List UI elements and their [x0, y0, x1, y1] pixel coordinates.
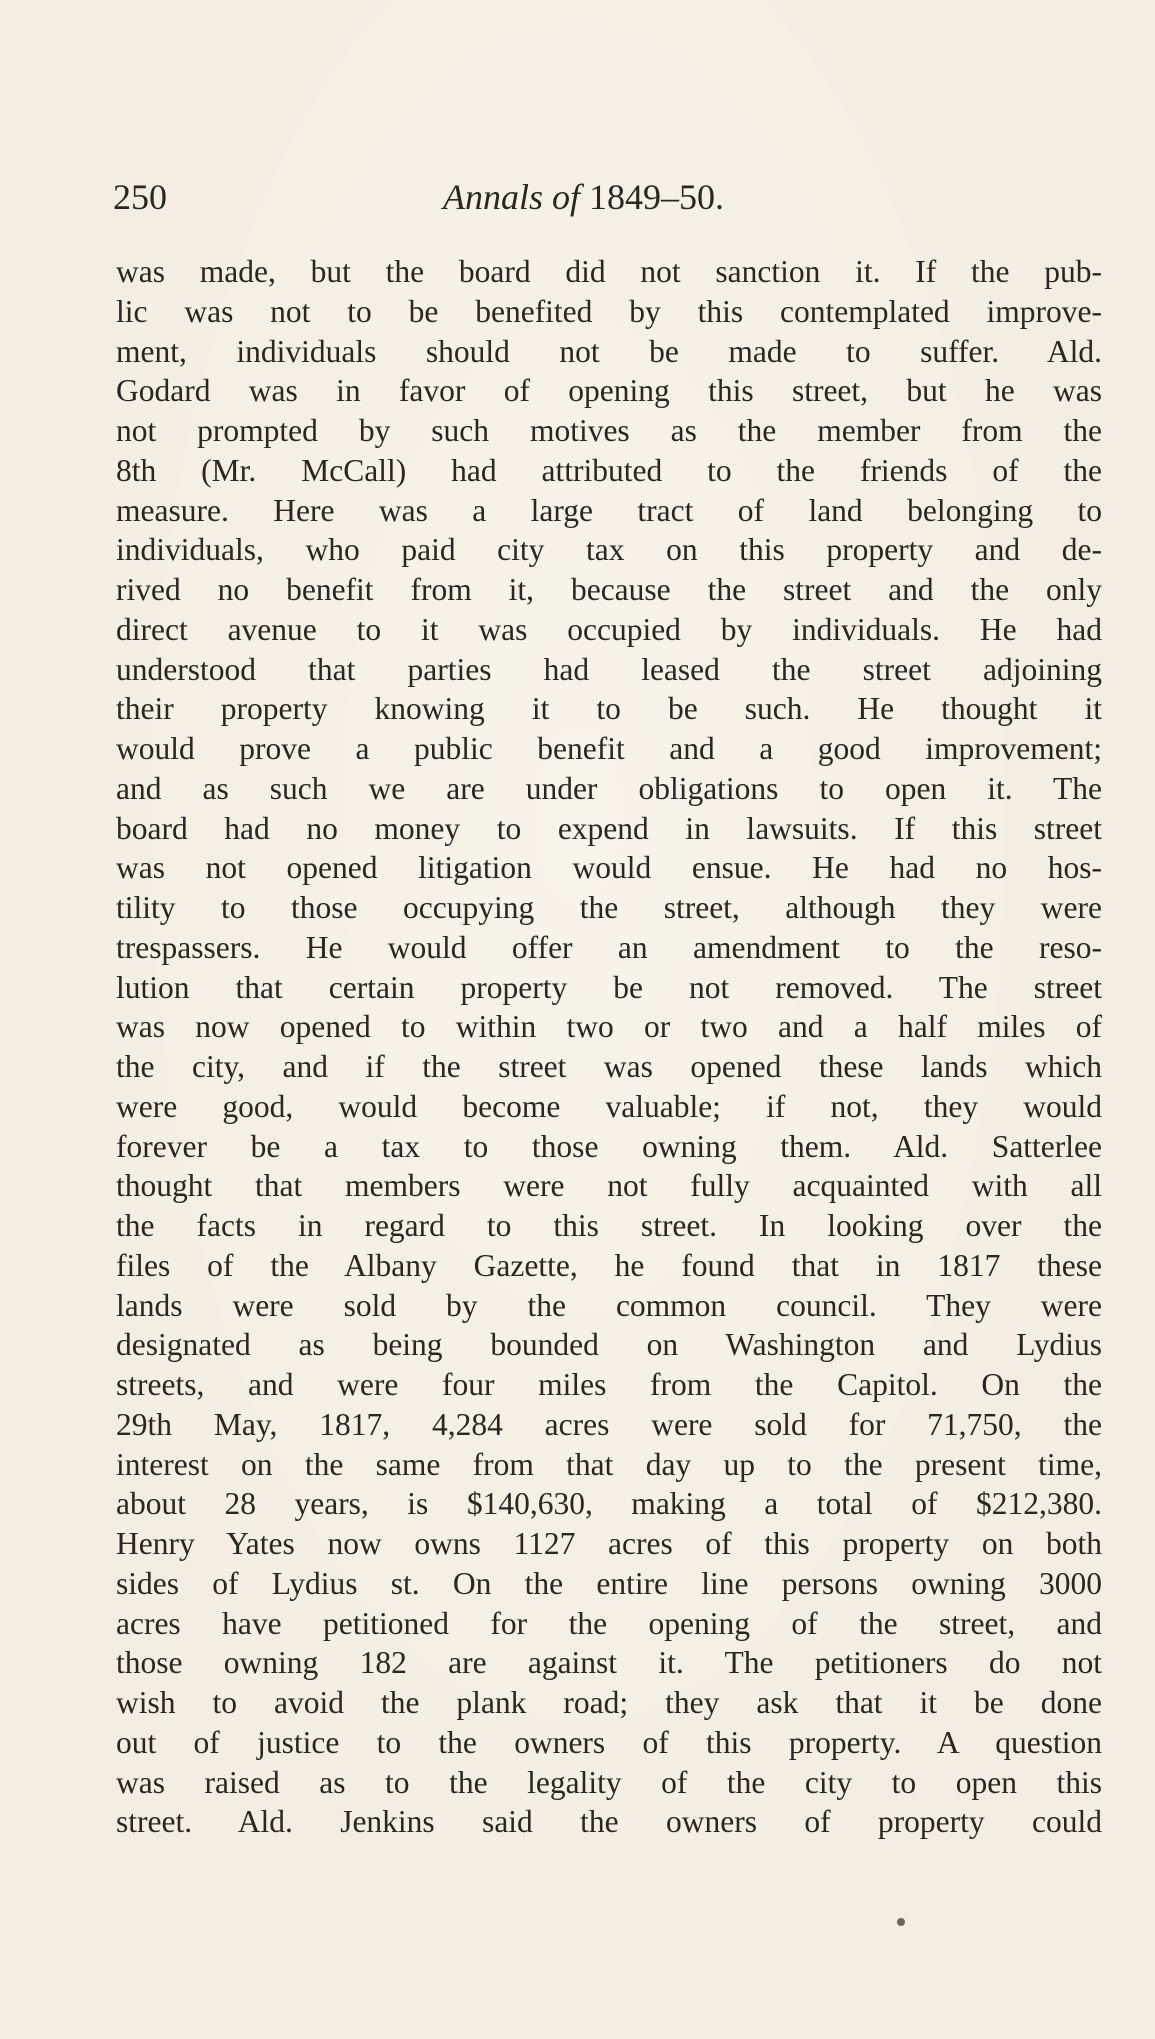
text-line: streets, and were four miles from the Capitol. On the [116, 1367, 1102, 1402]
text-line: street. Ald. Jenkins said the owners of property could [116, 1804, 1102, 1840]
text-line: lution that certain property be not removed. The street [116, 969, 1102, 1005]
text-line: acres have petitioned for the opening of the street, and [116, 1605, 1102, 1641]
text-line: files of the Albany Gazette, he found that in 1817 these [116, 1247, 1102, 1283]
text-line: not prompted by such motives as the member from the [116, 413, 1102, 448]
text-line: trespassers. He would offer an amendment to the reso- [116, 929, 1102, 965]
text-line: wish to avoid the plank road; they ask that it be done [116, 1685, 1102, 1720]
text-line: measure. Here was a large tract of land belonging to [116, 492, 1102, 528]
text-line: forever be a tax to those owning them. Ald. Satterlee [116, 1128, 1102, 1164]
text-line: tility to those occupying the street, although they were [116, 890, 1102, 925]
text-line: was made, but the board did not sanction it. If the pub- [116, 254, 1102, 289]
ink-speck [897, 1918, 905, 1926]
text-line: understood that parties had leased the street adjoining [116, 651, 1102, 687]
text-line: 29th May, 1817, 4,284 acres were sold for 71,750, the [116, 1406, 1102, 1442]
text-line: and as such we are under obligations to open it. The [116, 770, 1102, 806]
text-line: the city, and if the street was opened these lands which [116, 1049, 1102, 1084]
text-line: was raised as to the legality of the city to open this [116, 1764, 1102, 1800]
text-line: Godard was in favor of opening this street, but he was [116, 373, 1102, 409]
running-title-italic: Annals of [443, 177, 581, 217]
text-line: lands were sold by the common council. They were [116, 1287, 1102, 1323]
text-line: 8th (Mr. McCall) had attributed to the friends of the [116, 452, 1102, 488]
text-line: lic was not to be benefited by this contemplated improve- [116, 293, 1102, 329]
text-line: out of justice to the owners of this property. A question [116, 1724, 1102, 1760]
text-line: their property knowing it to be such. He thought it [116, 691, 1102, 727]
text-line: the facts in regard to this street. In looking over the [116, 1208, 1102, 1243]
text-line: Henry Yates now owns 1127 acres of this property on both [116, 1526, 1102, 1561]
running-title [443, 172, 724, 222]
text-line: were good, would become valuable; if not, they would [116, 1088, 1102, 1124]
text-line: interest on the same from that day up to the present time, [116, 1446, 1102, 1482]
text-line: sides of Lydius st. On the entire line persons owning 3000 [116, 1565, 1102, 1601]
text-line: direct avenue to it was occupied by individuals. He had [116, 611, 1102, 647]
body-text [116, 252, 1102, 1842]
running-head [113, 172, 1103, 222]
text-line: was not opened litigation would ensue. He had no hos- [116, 850, 1102, 886]
text-line: those owning 182 are against it. The petitioners do not [116, 1645, 1102, 1681]
text-line: thought that members were not fully acquainted with all [116, 1168, 1102, 1204]
page-number: 250 [113, 177, 167, 217]
text-line: ment, individuals should not be made to suffer. Ald. [116, 333, 1102, 369]
text-line: designated as being bounded on Washington and Lydius [116, 1327, 1102, 1363]
text-line: was now opened to within two or two and a half miles of [116, 1009, 1102, 1045]
text-line: rived no benefit from it, because the street and the only [116, 572, 1102, 607]
text-line: would prove a public benefit and a good improvement; [116, 731, 1102, 766]
running-title-year: 1849–50. [589, 177, 725, 217]
text-line: about 28 years, is $140,630, making a total of $212,380. [116, 1486, 1102, 1522]
text-line: individuals, who paid city tax on this property and de- [116, 532, 1102, 568]
text-line: board had no money to expend in lawsuits. If this street [116, 810, 1102, 846]
